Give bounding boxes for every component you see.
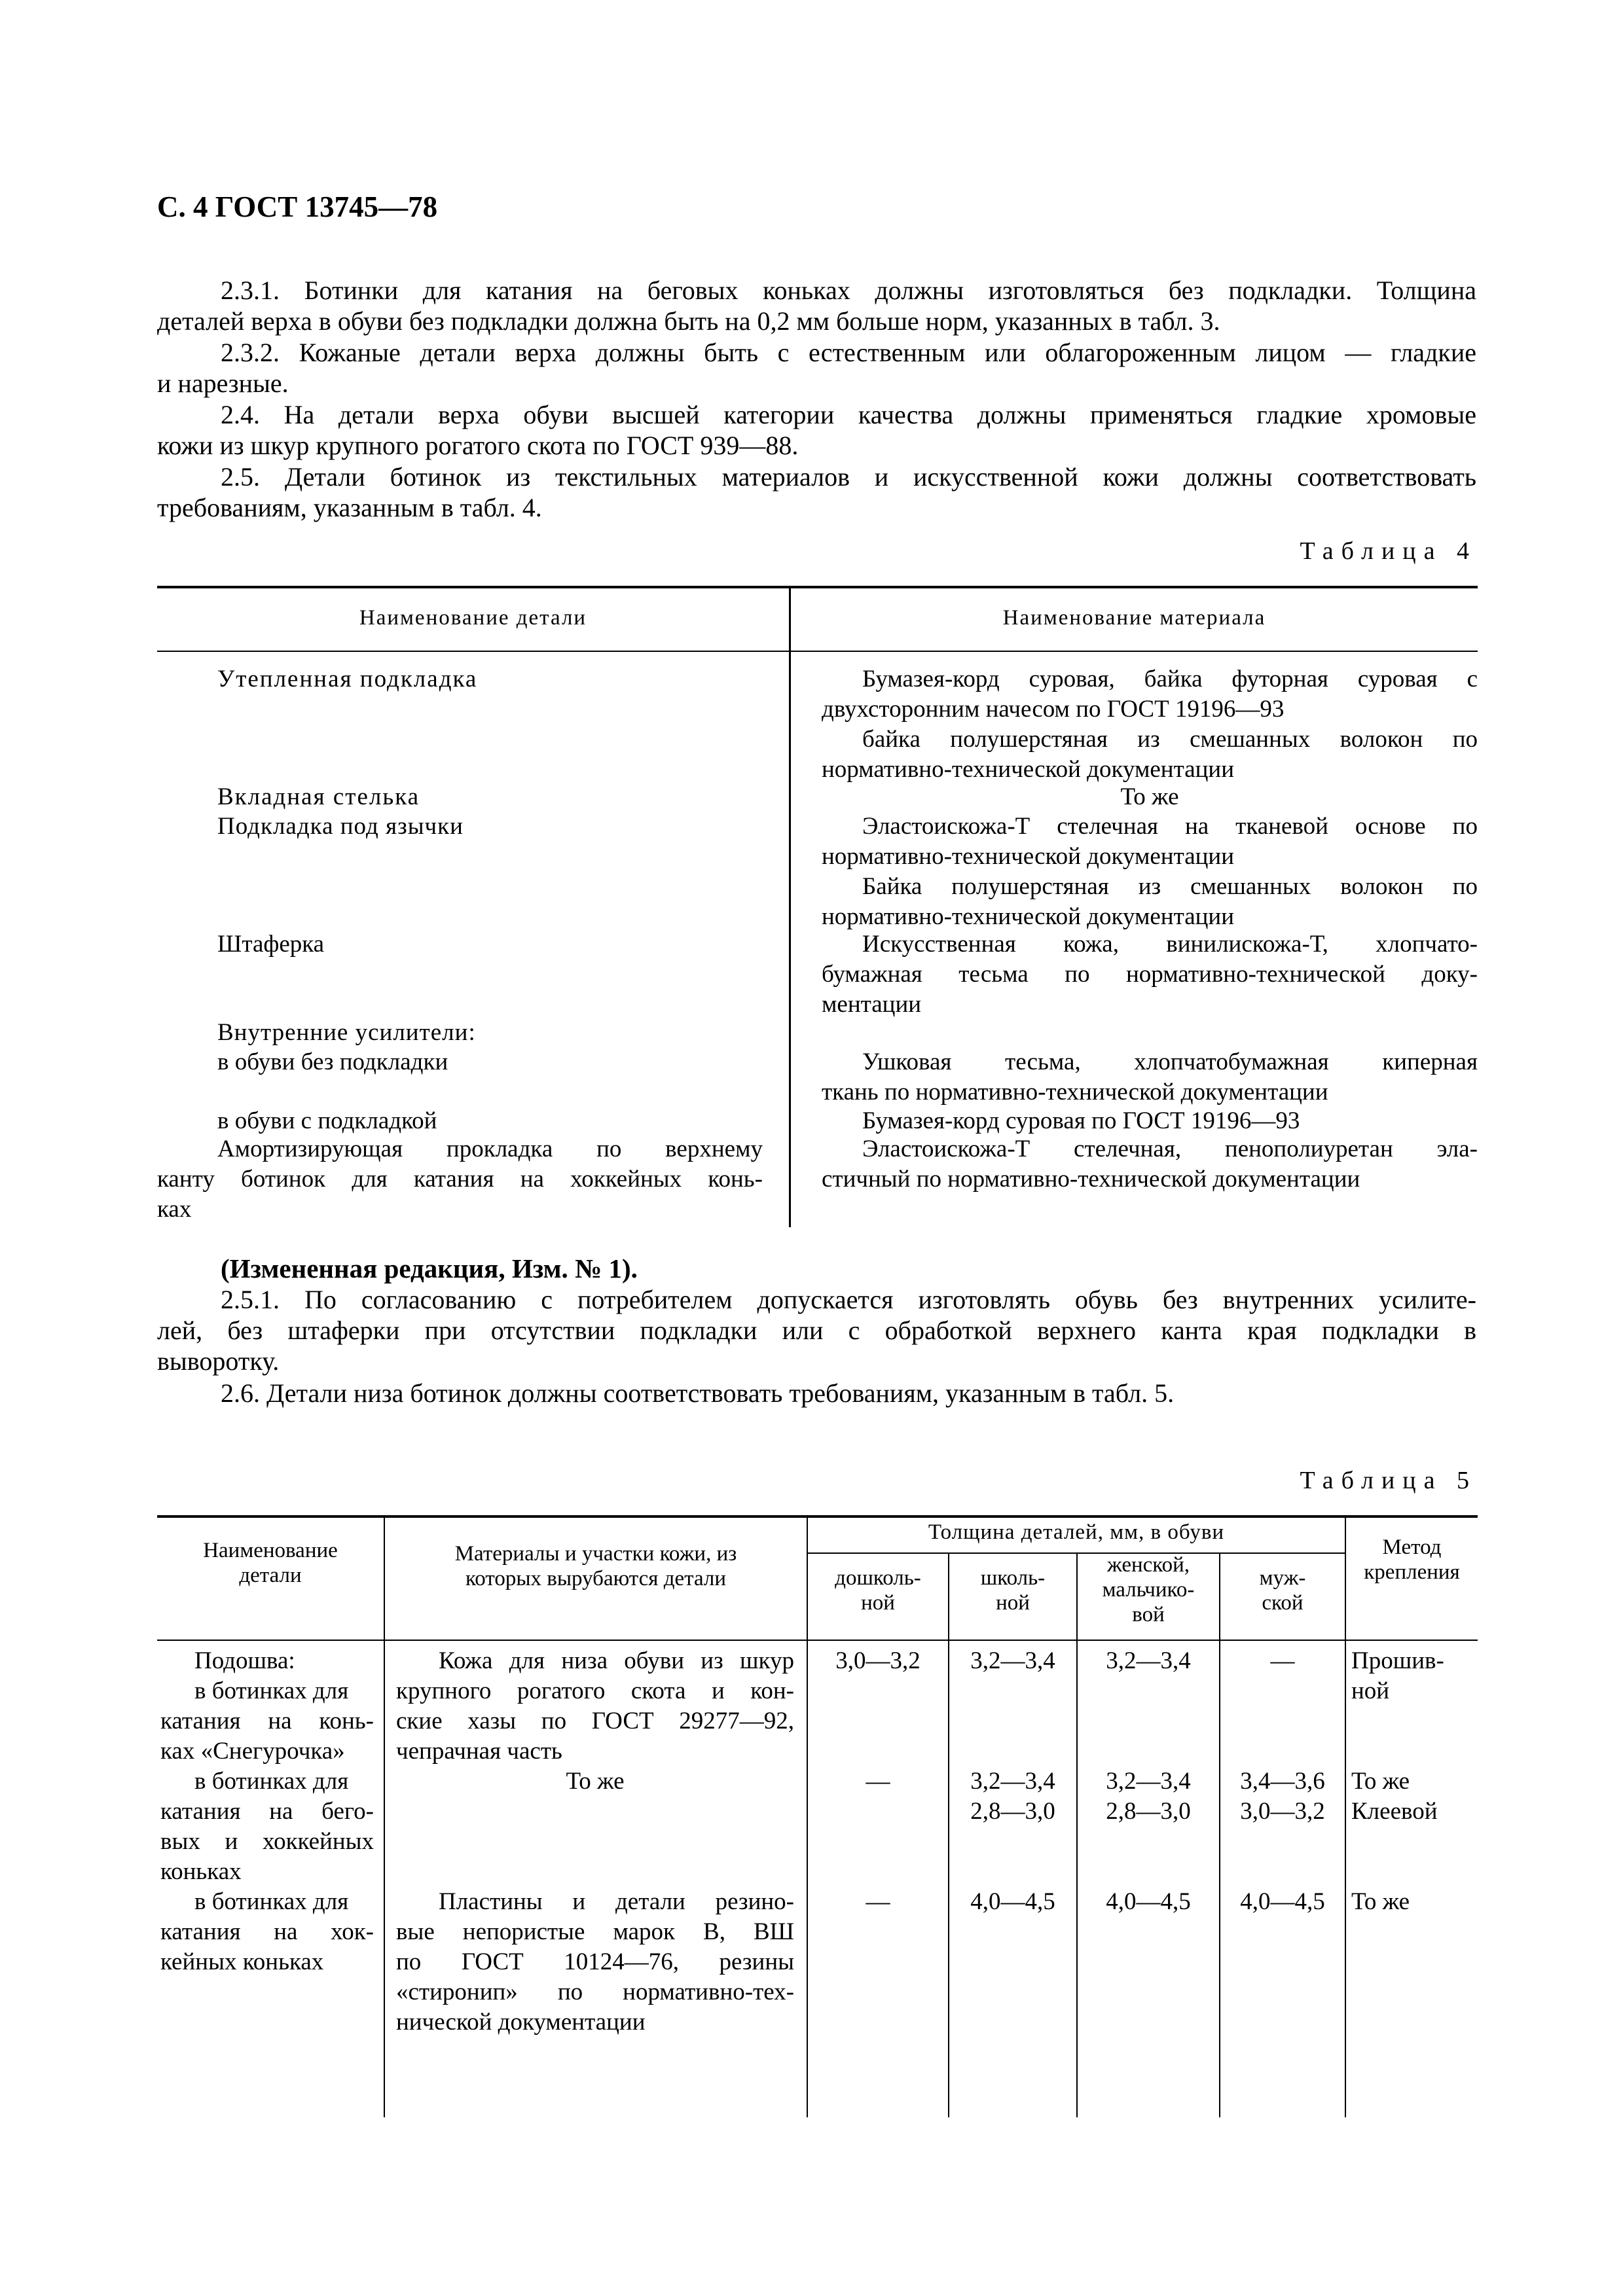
text-line: кожи из шкур крупного рогатого скота по ГОСТ 939—88. — [157, 431, 799, 460]
paragraph-2-5 — [157, 461, 1476, 523]
text-line: требованиям, указанным в табл. 4. — [157, 493, 542, 522]
text-line: катания на конь- — [160, 1708, 374, 1734]
table5-value: 4,0—4,5 — [1106, 1888, 1191, 1915]
table5-value: 3,2—3,4 — [1106, 1647, 1191, 1674]
table5-vline — [1345, 1515, 1346, 2117]
text-line: 2.3.1. Ботинки для катания на беговых коньках должны изготовляться без подкладки. Толщина — [221, 276, 1476, 305]
table5-value-pair — [1220, 1767, 1345, 1827]
text-line: стичный по нормативно-технической документации — [822, 1166, 1360, 1193]
text-line: 3,0—3,2 — [1240, 1798, 1325, 1825]
text-line: 3,2—3,4 — [1106, 1768, 1191, 1795]
text-line: Эластоискожа-Т стелечная, пенополиуретан эла- — [862, 1136, 1478, 1162]
text-line: 2,8—3,0 — [970, 1798, 1055, 1825]
table5-value: 3,2—3,4 — [970, 1647, 1055, 1674]
table4-top-rule — [157, 586, 1478, 588]
text-line: крупного рогатого скота и кон- — [396, 1677, 794, 1704]
table4-part: в обуви с подкладкой — [217, 1107, 437, 1134]
text-line: вые непористые марок В, ВШ — [396, 1918, 794, 1945]
amendment-note — [157, 1253, 1476, 1284]
table4-part-block — [157, 1134, 763, 1225]
table5-names-column — [160, 1646, 374, 1977]
text-line: муж- — [1259, 1566, 1306, 1590]
text-line: выворотку. — [157, 1346, 280, 1376]
text-line: ках — [157, 1196, 192, 1223]
text-line: вых и хоккейных — [160, 1828, 374, 1855]
text-line: Кожа для низа обуви из шкур — [439, 1647, 794, 1674]
text-line: катания на хок- — [160, 1918, 374, 1945]
table5-header-women — [1078, 1552, 1219, 1627]
table4-column-divider — [789, 586, 791, 1227]
table4-part: Штаферка — [217, 931, 325, 958]
paragraph-2-4 — [157, 399, 1476, 461]
text-line: То же — [1351, 1768, 1410, 1795]
text-line: вой — [1132, 1603, 1165, 1626]
text-line: Материалы и участки кожи, из — [454, 1542, 737, 1566]
table5-method: То же — [1351, 1888, 1410, 1915]
text-line: в ботинках для — [194, 1677, 349, 1704]
table5-header-preschool — [808, 1566, 948, 1615]
table5-thickness-rule — [807, 1552, 1345, 1554]
table4-material-block — [822, 1047, 1478, 1107]
text-line: Прошив- — [1351, 1647, 1444, 1674]
table5-value: — — [866, 1768, 890, 1795]
table4-material-block — [822, 664, 1478, 785]
table5-caption: Таблица 5 — [1300, 1467, 1477, 1494]
table5-vline — [1219, 1552, 1220, 2117]
table5-method — [1351, 1646, 1476, 1706]
text-line: нормативно-технической документации — [822, 756, 1235, 783]
table5-vline — [384, 1515, 385, 2117]
text-line: Амортизирующая прокладка по верхнему — [217, 1136, 763, 1162]
text-line: 2.6. Детали низа ботинок должны соответствовать требованиям, указанным в табл. 5. — [221, 1378, 1175, 1408]
paragraph-2-3-1 — [157, 275, 1476, 336]
table5-material-block — [396, 1646, 794, 1767]
text-line: лей, без штаферки при отсутствии подкладки или с обработкой верхнего канта края подкладки в — [157, 1316, 1476, 1345]
text-line: по ГОСТ 10124—76, резины — [396, 1948, 794, 1975]
page-header: С. 4 ГОСТ 13745—78 — [157, 190, 438, 223]
text-line: дошколь- — [835, 1566, 921, 1590]
table5-value: 4,0—4,5 — [1240, 1888, 1325, 1915]
table4-material-block — [822, 812, 1478, 932]
table5-top-rule — [157, 1515, 1478, 1518]
text-line: в ботинках для — [194, 1888, 349, 1915]
text-line: Байка полушерстяная из смешанных волокон по — [862, 873, 1478, 900]
text-line: Наименование — [203, 1539, 338, 1562]
text-line: 3,2—3,4 — [970, 1768, 1055, 1795]
text-line: (Измененная редакция, Изм. № 1). — [221, 1253, 638, 1283]
paragraph-2-5-1 — [157, 1284, 1476, 1376]
text-line: крепления — [1364, 1560, 1460, 1584]
text-line: коньках — [160, 1858, 242, 1885]
table5-vline — [948, 1552, 949, 2117]
text-line: Клеевой — [1351, 1798, 1438, 1825]
table4-header-part: Наименование детали — [359, 606, 587, 630]
text-line: канту ботинок для катания на хоккейных конь- — [157, 1166, 763, 1193]
text-line: ские хазы по ГОСТ 29277—92, — [396, 1708, 794, 1734]
text-line: и нарезные. — [157, 368, 289, 398]
text-line: ментации — [822, 991, 922, 1018]
text-line: 2.4. На детали верха обуви высшей категории качества должны применяться гладкие хромовые — [221, 400, 1476, 429]
text-line: нормативно-технической документации — [822, 903, 1235, 930]
text-line: Пластины и детали резино- — [439, 1888, 794, 1915]
text-line: ткань по нормативно-технической документации — [822, 1079, 1328, 1105]
text-line: мальчико- — [1102, 1578, 1195, 1602]
text-line: двухсторонним начесом по ГОСТ 19196—93 — [822, 696, 1285, 723]
text-line: байка полушерстяная из смешанных волокон по — [862, 726, 1478, 753]
text-line: 2.5. Детали ботинок из текстильных материалов и искусственной кожи должны соответствовать — [221, 462, 1476, 492]
text-line: Эластоискожа-Т стелечная на тканевой основе по — [862, 813, 1478, 840]
text-line: ной — [1351, 1677, 1390, 1704]
text-line: нической документации — [396, 2009, 646, 2036]
table5-value: 4,0—4,5 — [970, 1888, 1055, 1915]
table5-header-thickness: Толщина деталей, мм, в обуви — [928, 1520, 1225, 1544]
table5-header-men — [1220, 1566, 1345, 1615]
table4-part: Утепленная подкладка — [217, 666, 478, 692]
table5-value: — — [1270, 1647, 1295, 1674]
table4-material: Бумазея-корд суровая по ГОСТ 19196—93 — [862, 1107, 1300, 1134]
text-line: Бумазея-корд суровая, байка футорная суровая с — [862, 666, 1478, 692]
table4-header-material: Наименование материала — [1002, 606, 1266, 630]
text-line: кейных коньках — [160, 1948, 324, 1975]
text-line: женской, — [1106, 1553, 1190, 1577]
table4-material-block — [822, 1134, 1478, 1194]
table5-header-rule — [157, 1640, 1478, 1641]
text-line: ной — [996, 1591, 1030, 1615]
table4-part: в обуви без подкладки — [217, 1049, 448, 1075]
text-line: школь- — [980, 1566, 1046, 1590]
text-line: катания на бего- — [160, 1798, 374, 1825]
text-line: ках «Снегурочка» — [160, 1738, 345, 1765]
table5-value: 3,0—3,2 — [835, 1647, 921, 1674]
paragraph-2-6 — [157, 1378, 1476, 1408]
table4-material: То же — [1120, 783, 1179, 810]
table5-value-pair — [1078, 1767, 1219, 1827]
table4-part: Вкладная стелька — [217, 783, 420, 810]
table5-vline — [1076, 1552, 1078, 2117]
table5-material-block — [396, 1887, 794, 2037]
text-line: Ушковая тесьма, хлопчатобумажная киперная — [862, 1049, 1478, 1075]
table4-part: Подкладка под язычки — [217, 813, 464, 840]
paragraph-2-3-2 — [157, 337, 1476, 399]
text-line: Метод — [1382, 1535, 1442, 1559]
text-line: деталей верха в обуви без подкладки должна быть на 0,2 мм больше норм, указанных в табл. 3. — [157, 306, 1220, 336]
table4-material-block — [822, 929, 1478, 1020]
text-line: ской — [1262, 1591, 1304, 1615]
text-line: чепрачная часть — [396, 1738, 562, 1765]
text-line: 2.5.1. По согласованию с потребителем допускается изготовлять обувь без внутренних усилите- — [221, 1285, 1476, 1314]
table5-value-pair — [949, 1767, 1076, 1827]
text-line: бумажная тесьма по нормативно-технической доку- — [822, 961, 1478, 988]
table5-header-material — [385, 1541, 807, 1591]
table4-header-rule — [157, 651, 1478, 652]
text-line: ной — [861, 1591, 895, 1615]
text-line: которых вырубаются детали — [465, 1567, 727, 1590]
text-line: 3,4—3,6 — [1240, 1768, 1325, 1795]
text-line: Искусственная кожа, винилискожа-Т, хлопчато- — [862, 931, 1478, 958]
text-line: 2,8—3,0 — [1106, 1798, 1191, 1825]
text-line: 2.3.2. Кожаные детали верха должны быть с естественным или облагороженным лицом — гладкие — [221, 338, 1476, 367]
table4-part: Внутренние усилители: — [217, 1019, 476, 1046]
table5-header-school — [949, 1566, 1076, 1615]
table4-caption: Таблица 4 — [1300, 537, 1477, 565]
text-line: детали — [239, 1564, 302, 1587]
table5-method — [1351, 1767, 1476, 1827]
text-line: «стиронип» по нормативно-тех- — [396, 1979, 794, 2005]
table5-value: — — [866, 1888, 890, 1915]
table5-header-method — [1346, 1535, 1478, 1585]
table5-material: То же — [566, 1768, 625, 1795]
text-line: в ботинках для — [194, 1768, 349, 1795]
text-line: нормативно-технической документации — [822, 843, 1235, 870]
text-line: Подошва: — [194, 1647, 295, 1674]
table5-header-name — [157, 1538, 384, 1588]
